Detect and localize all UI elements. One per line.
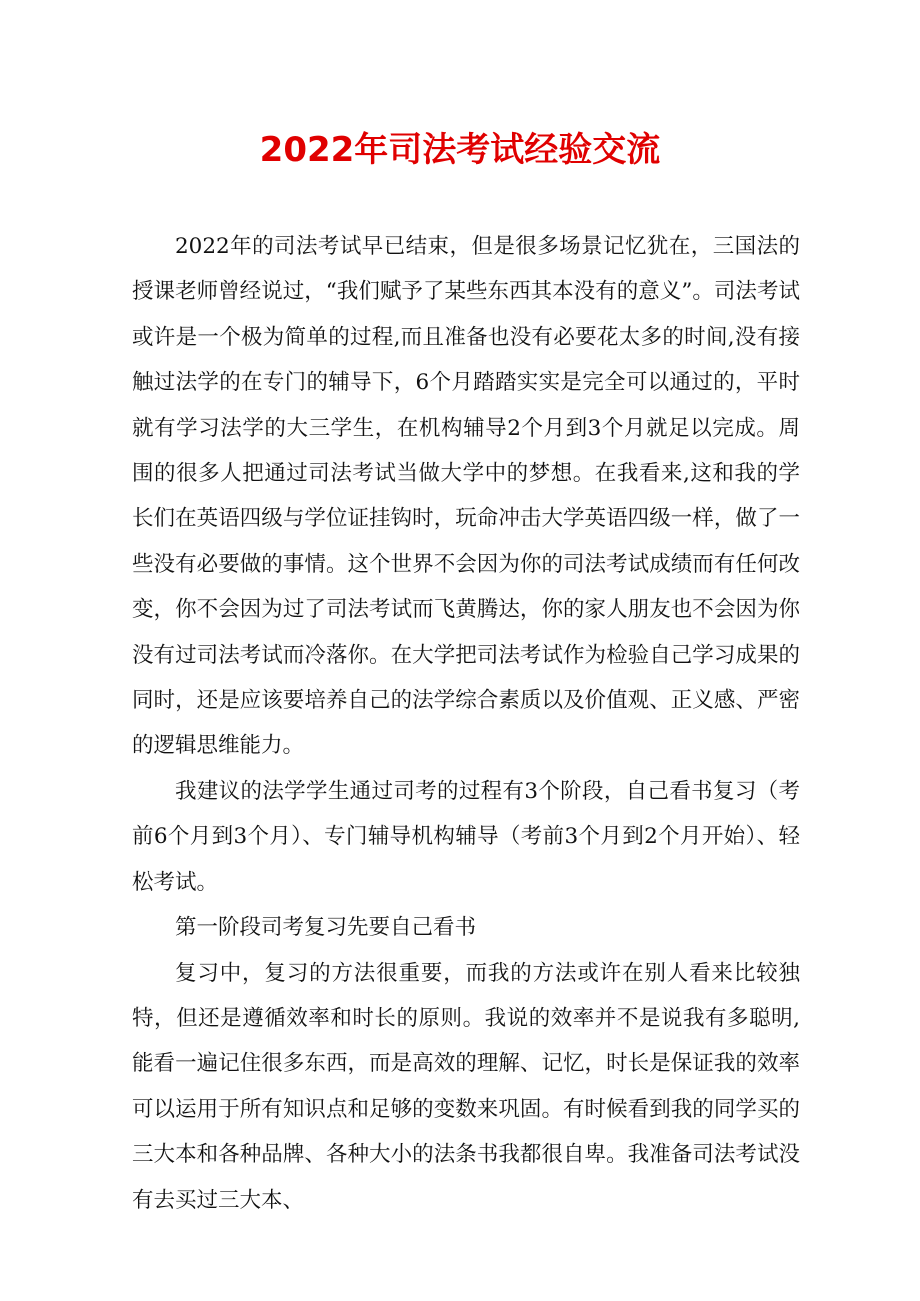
paragraph-2: 我建议的法学学生通过司考的过程有3个阶段，自己看书复习（考前6个月到3个月）、专门辅导机构辅导（考前3个月到2个月开始）、轻松考试。 [132, 778, 800, 895]
paragraph-4: 复习中，复习的方法很重要，而我的方法或许在别人看来比较独特，但还是遵循效率和时长的原则。我说的效率并不是说我有多聪明,能看一遍记住很多东西，而是高效的理解、记忆，时长是保证我的效率可以运用于所有知识点和足够的变数来巩固。有时候看到我的同学买的三大本和各种品牌、各种大小的法条书我都很自卑。我准备司法考试没有去买过三大本、 [132, 960, 800, 1213]
document-body [132, 224, 800, 1223]
paragraph-3: 第一阶段司考复习先要自己看书 [175, 915, 477, 941]
paragraph-1: 2022年的司法考试早已结束，但是很多场景记忆犹在，三国法的授课老师曾经说过，“我们赋予了某些东西其本没有的意义”。司法考试或许是一个极为简单的过程,而且准备也没有必要花太多的时间,没有接触过法学的在专门的辅导下，6个月踏踏实实是完全可以通过的，平时就有学习法学的大三学生，在机构辅导2个月到3个月就足以完成。周围的很多人把通过司法考试当做大学中的梦想。在我看来,这和我的学长们在英语四级与学位证挂钩时，玩命冲击大学英语四级一样，做了一些没有必要做的事情。这个世界不会因为你的司法考试成绩而有任何改变，你不会因为过了司法考试而飞黄腾达，你的家人朋友也不会因为你没有过司法考试而冷落你。在大学把司法考试作为检验自己学习成果的同时，还是应该要培养自己的法学综合素质以及价值观、正义感、严密的逻辑思维能力。 [132, 234, 800, 759]
document-title: 2022年司法考试经验交流 [259, 130, 661, 170]
